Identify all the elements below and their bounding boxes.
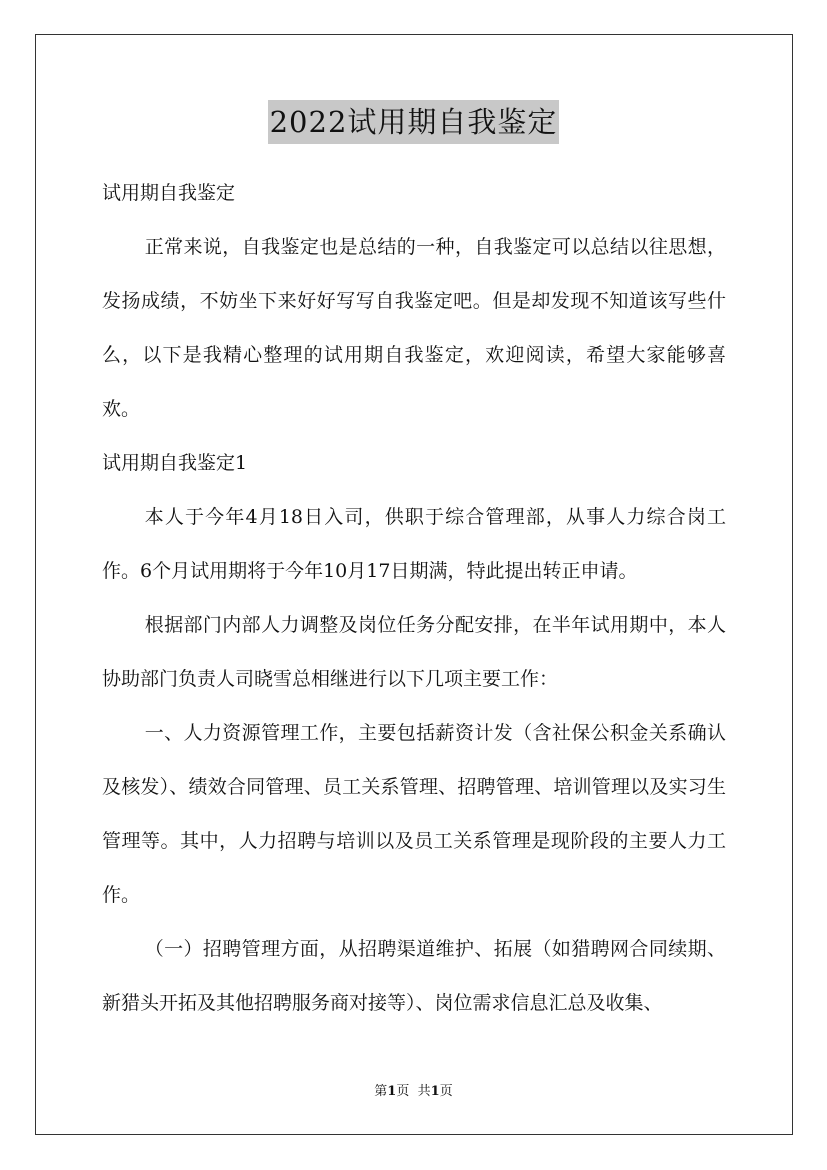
total-pages: 1 [430, 1084, 440, 1099]
page-footer [0, 1082, 827, 1102]
title-container [0, 100, 827, 144]
page-prefix: 第 [374, 1084, 388, 1099]
paragraph-arrangement: 根据部门内部人力调整及岗位任务分配安排，在半年试用期中，本人协助部门负责人司晓雪总相继进行以下几项主要工作： [102, 614, 726, 690]
document-title: 2022试用期自我鉴定 [268, 100, 560, 144]
total-prefix: 共 [417, 1084, 431, 1099]
page-suffix: 页 [396, 1084, 410, 1099]
total-suffix: 页 [439, 1084, 453, 1099]
paragraph-hr-work: 一、人力资源管理工作，主要包括薪资计发（含社保公积金关系确认及核发）、绩效合同管理、员工关系管理、招聘管理、培训管理以及实习生管理等。其中，人力招聘与培训以及员工关系管理是现阶段的主要人力工作。 [102, 722, 726, 906]
paragraph-heading: 试用期自我鉴定 [102, 182, 236, 204]
page-number: 1 [387, 1084, 397, 1099]
paragraph-entry: 本人于今年4月18日入司，供职于综合管理部，从事人力综合岗工作。6个月试用期将于今年10月17日期满，特此提出转正申请。 [102, 506, 726, 582]
paragraph-intro: 正常来说，自我鉴定也是总结的一种，自我鉴定可以总结以往思想，发扬成绩，不妨坐下来好好写写自我鉴定吧。但是却发现不知道该写些什么，以下是我精心整理的试用期自我鉴定，欢迎阅读，希望大家能够喜欢。 [102, 236, 726, 420]
document-body [102, 166, 726, 1030]
paragraph-recruitment: （一）招聘管理方面，从招聘渠道维护、拓展（如猎聘网合同续期、新猎头开拓及其他招聘服务商对接等）、岗位需求信息汇总及收集、 [102, 938, 726, 1014]
paragraph-subheading: 试用期自我鉴定1 [102, 452, 248, 474]
